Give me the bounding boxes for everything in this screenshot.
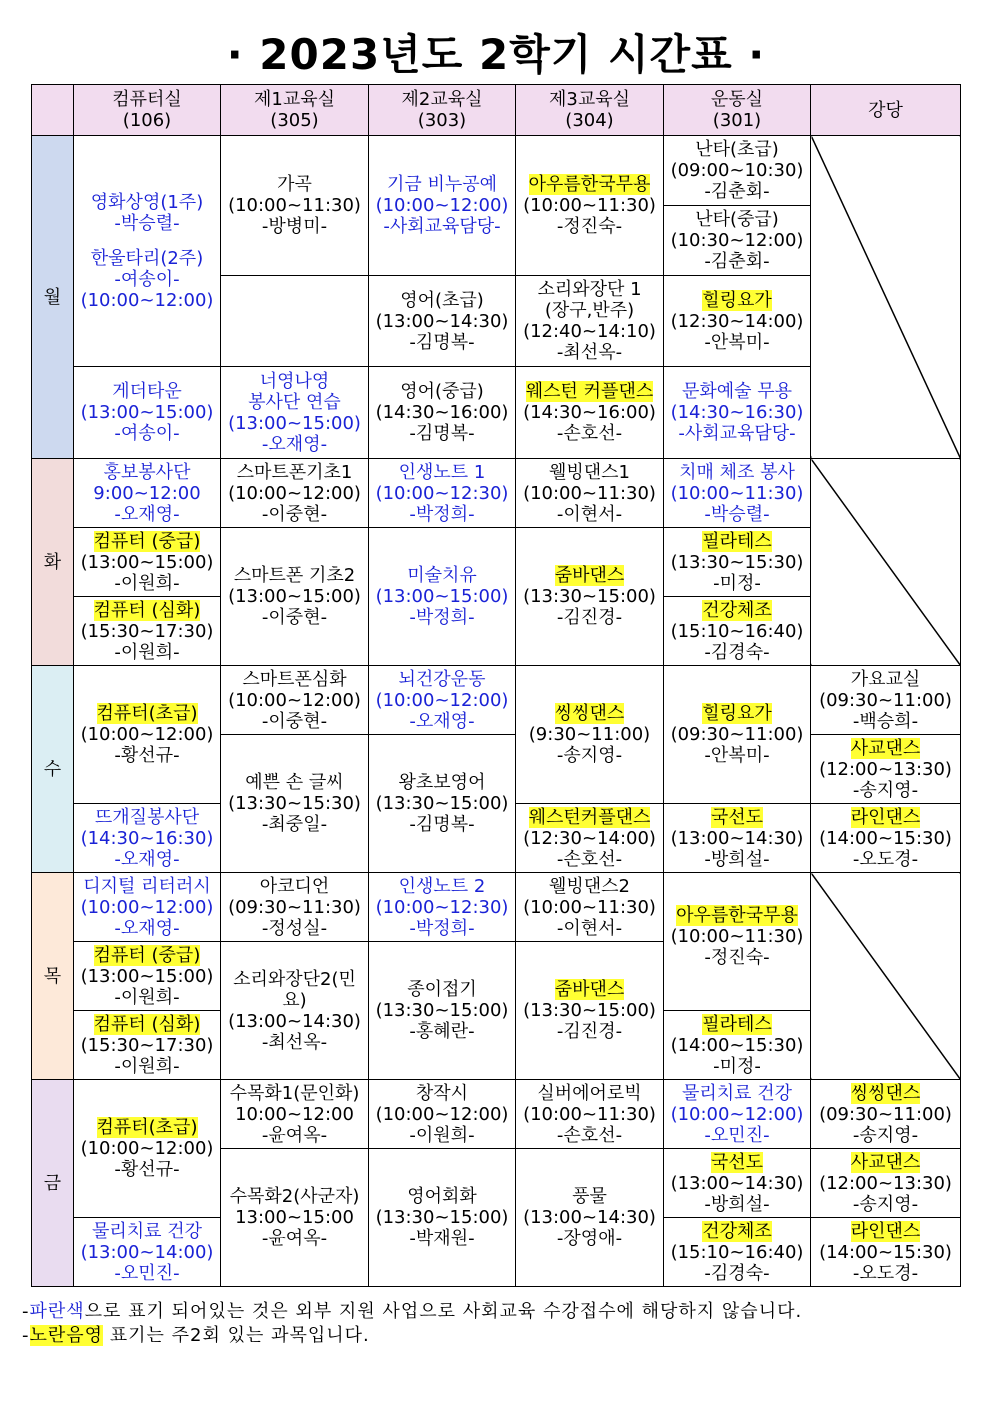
class-cell: 가곡 (10:00~11:30) -방병미- bbox=[221, 136, 369, 276]
class-cell: 예쁜 손 글씨 (13:30~15:30) -최중일- bbox=[221, 735, 369, 873]
class-cell: 종이접기 (13:30~15:00) -홍혜란- bbox=[369, 942, 516, 1080]
day-friday: 금 bbox=[32, 1080, 74, 1287]
class-cell bbox=[221, 276, 369, 367]
day-wednesday: 수 bbox=[32, 666, 74, 873]
class-cell: 국선도 (13:00~14:30) -방희설- bbox=[664, 804, 811, 873]
class-cell: 라인댄스 (14:00~15:30) -오도경- bbox=[811, 1218, 961, 1287]
class-cell: 씽씽댄스 (9:30~11:00) -송지영- bbox=[516, 666, 664, 804]
class-cell: 게더타운 (13:00~15:00) -여송이- bbox=[74, 367, 221, 459]
class-cell: 스마트폰기초1 (10:00~12:00) -이중현- bbox=[221, 459, 369, 528]
class-cell: 스마트폰심화 (10:00~12:00) -이중현- bbox=[221, 666, 369, 735]
footnotes bbox=[22, 1300, 802, 1348]
page-title: · 2023년도 2학기 시간표 · bbox=[226, 30, 766, 79]
class-cell: 실버에어로빅 (10:00~11:30) -손호선- bbox=[516, 1080, 664, 1149]
class-cell: 컴퓨터 (심화) (15:30~17:30) -이원희- bbox=[74, 1011, 221, 1080]
class-cell: 아코디언 (09:30~11:30) -정성실- bbox=[221, 873, 369, 942]
class-cell: 줌바댄스 (13:30~15:00) -김진경- bbox=[516, 942, 664, 1080]
class-cell: 컴퓨터 (중급) (13:00~15:00) -이원희- bbox=[74, 942, 221, 1011]
class-cell: 난타(초급) (09:00~10:30) -김춘회- bbox=[664, 136, 811, 206]
class-cell: 힐링요가 (09:30~11:00) -안복미- bbox=[664, 666, 811, 804]
class-cell: 문화예술 무용 (14:30~16:30) -사회교육담당- bbox=[664, 367, 811, 459]
class-cell: 건강체조 (15:10~16:40) -김경숙- bbox=[664, 597, 811, 666]
class-cell: 수목화1(문인화) 10:00~12:00 -윤여옥- bbox=[221, 1080, 369, 1149]
class-cell: 가요교실 (09:30~11:00) -백승희- bbox=[811, 666, 961, 735]
class-cell: 소리와장단2(민 요) (13:00~14:30) -최선옥- bbox=[221, 942, 369, 1080]
class-cell: 영어회화 (13:30~15:00) -박재원- bbox=[369, 1149, 516, 1287]
class-cell: 물리치료 건강 (10:00~12:00) -오민진- bbox=[664, 1080, 811, 1149]
header-room106: 컴퓨터실 (106) bbox=[74, 85, 221, 136]
header-room301: 운동실 (301) bbox=[664, 85, 811, 136]
class-cell: 컴퓨터 (심화) (15:30~17:30) -이원희- bbox=[74, 597, 221, 666]
class-cell: 난타(중급) (10:30~12:00) -김춘회- bbox=[664, 206, 811, 276]
class-cell: 홍보봉사단 9:00~12:00 -오재영- bbox=[74, 459, 221, 528]
class-cell: 창작시 (10:00~12:00) -이원희- bbox=[369, 1080, 516, 1149]
class-cell: 웨스턴 커플댄스 (14:30~16:00) -손호선- bbox=[516, 367, 664, 459]
class-cell: 디지털 리터러시 (10:00~12:00) -오재영- bbox=[74, 873, 221, 942]
class-cell: 줌바댄스 (13:30~15:00) -김진경- bbox=[516, 528, 664, 666]
empty-slot bbox=[811, 136, 961, 459]
class-cell: 웨스턴커플댄스 (12:30~14:00) -손호선- bbox=[516, 804, 664, 873]
class-cell: 뜨개질봉사단 (14:30~16:30) -오재영- bbox=[74, 804, 221, 873]
class-cell: 영어(초급) (13:00~14:30) -김명복- bbox=[369, 276, 516, 367]
header-room305: 제1교육실 (305) bbox=[221, 85, 369, 136]
header-hall: 강당 bbox=[811, 85, 961, 136]
empty-slot bbox=[811, 873, 961, 1080]
class-cell: 사교댄스 (12:00~13:30) -송지영- bbox=[811, 735, 961, 804]
header-row bbox=[32, 85, 961, 136]
class-cell: 미술치유 (13:00~15:00) -박정희- bbox=[369, 528, 516, 666]
class-cell: 영화상영(1주) -박승렬- 한울타리(2주) -여송이- (10:00~12:00) bbox=[74, 136, 221, 367]
class-cell: 컴퓨터(초급) (10:00~12:00) -황선규- bbox=[74, 666, 221, 804]
class-cell: 인생노트 2 (10:00~12:30) -박정희- bbox=[369, 873, 516, 942]
class-cell: 필라테스 (14:00~15:30) -미정- bbox=[664, 1011, 811, 1080]
day-monday: 월 bbox=[32, 136, 74, 459]
note-yellow: -노란음영 표기는 주2회 있는 과목입니다. bbox=[22, 1325, 370, 1346]
class-cell: 컴퓨터(초급) (10:00~12:00) -황선규- bbox=[74, 1080, 221, 1218]
class-cell: 사교댄스 (12:00~13:30) -송지영- bbox=[811, 1149, 961, 1218]
empty-slot bbox=[811, 459, 961, 666]
class-cell: 스마트폰 기초2 (13:00~15:00) -이중현- bbox=[221, 528, 369, 666]
class-cell: 수목화2(사군자) 13:00~15:00 -윤여옥- bbox=[221, 1149, 369, 1287]
class-cell: 건강체조 (15:10~16:40) -김경숙- bbox=[664, 1218, 811, 1287]
class-cell: 웰빙댄스1 (10:00~11:30) -이현서- bbox=[516, 459, 664, 528]
class-cell: 힐링요가 (12:30~14:00) -안복미- bbox=[664, 276, 811, 367]
class-cell: 물리치료 건강 (13:00~14:00) -오민진- bbox=[74, 1218, 221, 1287]
day-thursday: 목 bbox=[32, 873, 74, 1080]
class-cell: 소리와장단 1 (장구,반주) (12:40~14:10) -최선옥- bbox=[516, 276, 664, 367]
class-cell: 필라테스 (13:30~15:30) -미정- bbox=[664, 528, 811, 597]
header-room303: 제2교육실 (303) bbox=[369, 85, 516, 136]
class-cell: 왕초보영어 (13:30~15:00) -김명복- bbox=[369, 735, 516, 873]
class-cell: 풍물 (13:00~14:30) -장영애- bbox=[516, 1149, 664, 1287]
class-cell: 라인댄스 (14:00~15:30) -오도경- bbox=[811, 804, 961, 873]
timetable bbox=[31, 84, 961, 1287]
class-cell: 컴퓨터 (중급) (13:00~15:00) -이원희- bbox=[74, 528, 221, 597]
class-cell: 아우름한국무용 (10:00~11:30) -정진숙- bbox=[664, 873, 811, 1011]
class-cell: 뇌건강운동 (10:00~12:00) -오재영- bbox=[369, 666, 516, 735]
class-cell: 영어(중급) (14:30~16:00) -김명복- bbox=[369, 367, 516, 459]
day-tuesday: 화 bbox=[32, 459, 74, 666]
note-blue: -파란색으로 표기 되어있는 것은 외부 지원 사업으로 사회교육 수강접수에 해당하지 않습니다. bbox=[22, 1301, 803, 1322]
header-room304: 제3교육실 (304) bbox=[516, 85, 664, 136]
corner-cell bbox=[32, 85, 74, 136]
class-cell: 아우름한국무용 (10:00~11:30) -정진숙- bbox=[516, 136, 664, 276]
class-cell: 너영나영 봉사단 연습 (13:00~15:00) -오재영- bbox=[221, 367, 369, 459]
class-cell: 웰빙댄스2 (10:00~11:30) -이현서- bbox=[516, 873, 664, 942]
class-cell: 치매 체조 봉사 (10:00~11:30) -박승렬- bbox=[664, 459, 811, 528]
class-cell: 국선도 (13:00~14:30) -방희설- bbox=[664, 1149, 811, 1218]
class-cell: 인생노트 1 (10:00~12:30) -박정희- bbox=[369, 459, 516, 528]
class-cell: 씽씽댄스 (09:30~11:00) -송지영- bbox=[811, 1080, 961, 1149]
class-cell: 기금 비누공예 (10:00~12:00) -사회교육담당- bbox=[369, 136, 516, 276]
